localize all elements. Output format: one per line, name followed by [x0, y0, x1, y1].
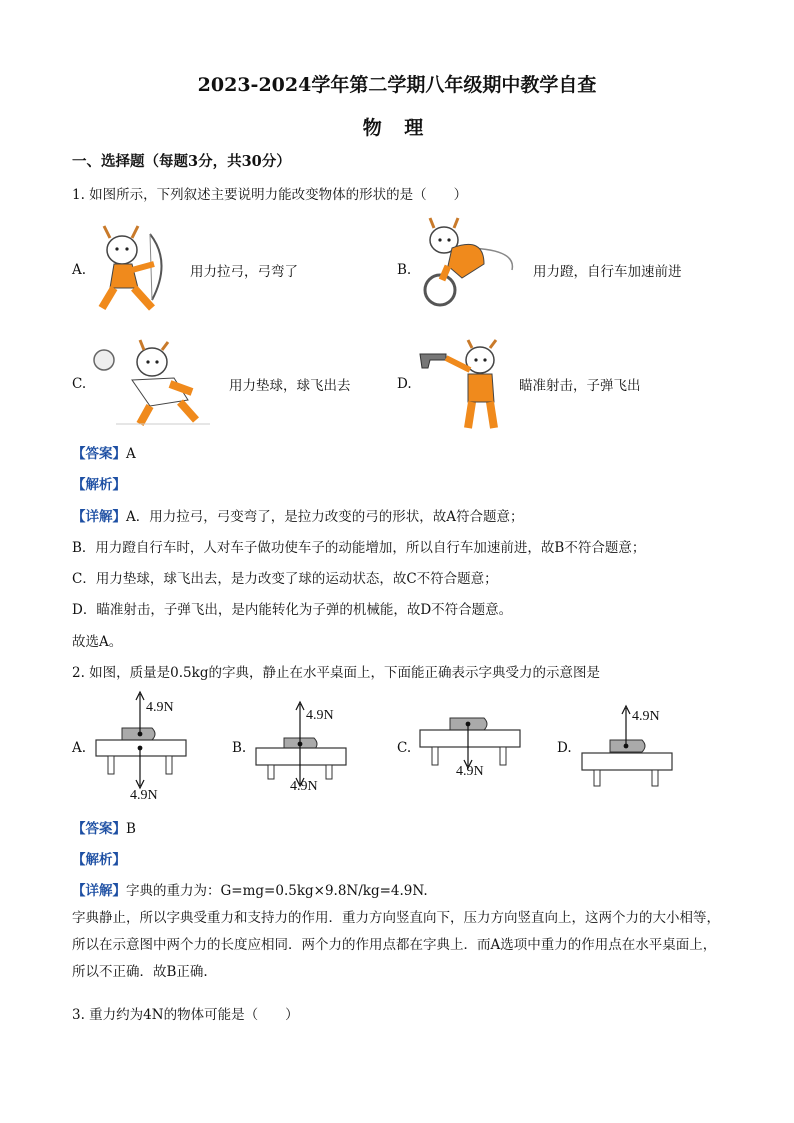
- subject-title: 物 理: [362, 117, 432, 139]
- q1-detail-line: B．用力蹬自行车时，人对车子做功使车子的动能增加，所以自行车加速前进，故B不符合题意；: [72, 540, 646, 556]
- q1-answer: [72, 442, 136, 462]
- force-label-down: 4.9N: [456, 764, 484, 779]
- q1-option-a-letter: A.: [72, 262, 87, 278]
- analysis-tag: 【解析】: [72, 477, 126, 493]
- q1-option-b-letter: B.: [397, 262, 412, 278]
- q2-detail-paragraph: 字典静止，所以字典受重力和支持力的作用．重力方向竖直向下，压力方向竖直向上，这两个力的大小相等，所以在示意图中两个力的长度应相同．两个力的作用点都在字典上．而A选项中重力的作用点在水平桌面上，所以不正确．故B正确.: [72, 910, 720, 980]
- answer-value: A: [126, 446, 136, 462]
- analysis-tag: 【解析】: [72, 852, 126, 868]
- q2-stem: 2. 如图，质量是0.5kg的字典，静止在水平桌面上，下面能正确表示字典受力的示意图是: [72, 665, 600, 681]
- detail-tag: 【详解】: [72, 509, 126, 525]
- q2-answer: [72, 817, 136, 837]
- detail-tag: 【详解】: [72, 883, 126, 899]
- force-label-down: 4.9N: [130, 788, 158, 803]
- q2-option-c-letter: C.: [397, 740, 412, 756]
- force-label-up: 4.9N: [632, 709, 660, 724]
- answer-tag: 【答案】: [72, 446, 126, 462]
- q1-conclusion: 故选A。: [72, 634, 123, 650]
- q1-option-a-text: 用力拉弓，弓弯了: [190, 264, 298, 280]
- force-label-up: 4.9N: [306, 708, 334, 723]
- q2-option-d-letter: D.: [557, 740, 572, 756]
- q3-stem: 3. 重力约为4N的物体可能是（ ）: [72, 1007, 299, 1023]
- goat-cyclist-icon: [422, 218, 522, 316]
- force-label-down: 4.9N: [290, 779, 318, 794]
- q1-stem: 1. 如图所示，下列叙述主要说明力能改变物体的形状的是（ ）: [72, 187, 468, 203]
- goat-shooter-icon: [418, 340, 508, 432]
- q1-detail-line: C．用力垫球，球飞出去，是力改变了球的运动状态，故C不符合题意；: [72, 571, 498, 587]
- q1-option-d-text: 瞄准射击，子弹飞出: [519, 378, 641, 394]
- answer-value: B: [126, 821, 136, 837]
- q2-option-b-letter: B.: [232, 740, 247, 756]
- q2-option-a-letter: A.: [72, 740, 87, 756]
- q2-detail-line: [72, 879, 428, 899]
- detail-text: A．用力拉弓，弓变弯了，是拉力改变的弓的形状，故A符合题意；: [126, 509, 524, 525]
- goat-volleyball-icon: [92, 340, 212, 430]
- force-label-up: 4.9N: [146, 700, 174, 715]
- q1-detail-line: D．瞄准射击，子弹飞出，是内能转化为子弹的机械能，故D不符合题意。: [72, 602, 513, 618]
- page-title: 2023-2024学年第二学期八年级期中教学自查: [197, 74, 597, 96]
- q1-detail-line: [72, 505, 524, 525]
- detail-text: 字典的重力为：G=mg=0.5kg×9.8N/kg=4.9N.: [126, 883, 428, 899]
- q1-option-d-letter: D.: [397, 376, 412, 392]
- q1-option-c-letter: C.: [72, 376, 87, 392]
- section-heading: 一、选择题（每题3分，共30分）: [72, 153, 291, 170]
- force-diagram-d: [580, 702, 680, 792]
- goat-archer-icon: [92, 222, 182, 314]
- answer-tag: 【答案】: [72, 821, 126, 837]
- q1-option-c-text: 用力垫球，球飞出去: [229, 378, 351, 394]
- force-diagram-c: [418, 712, 528, 792]
- q1-option-b-text: 用力蹬，自行车加速前进: [533, 264, 682, 280]
